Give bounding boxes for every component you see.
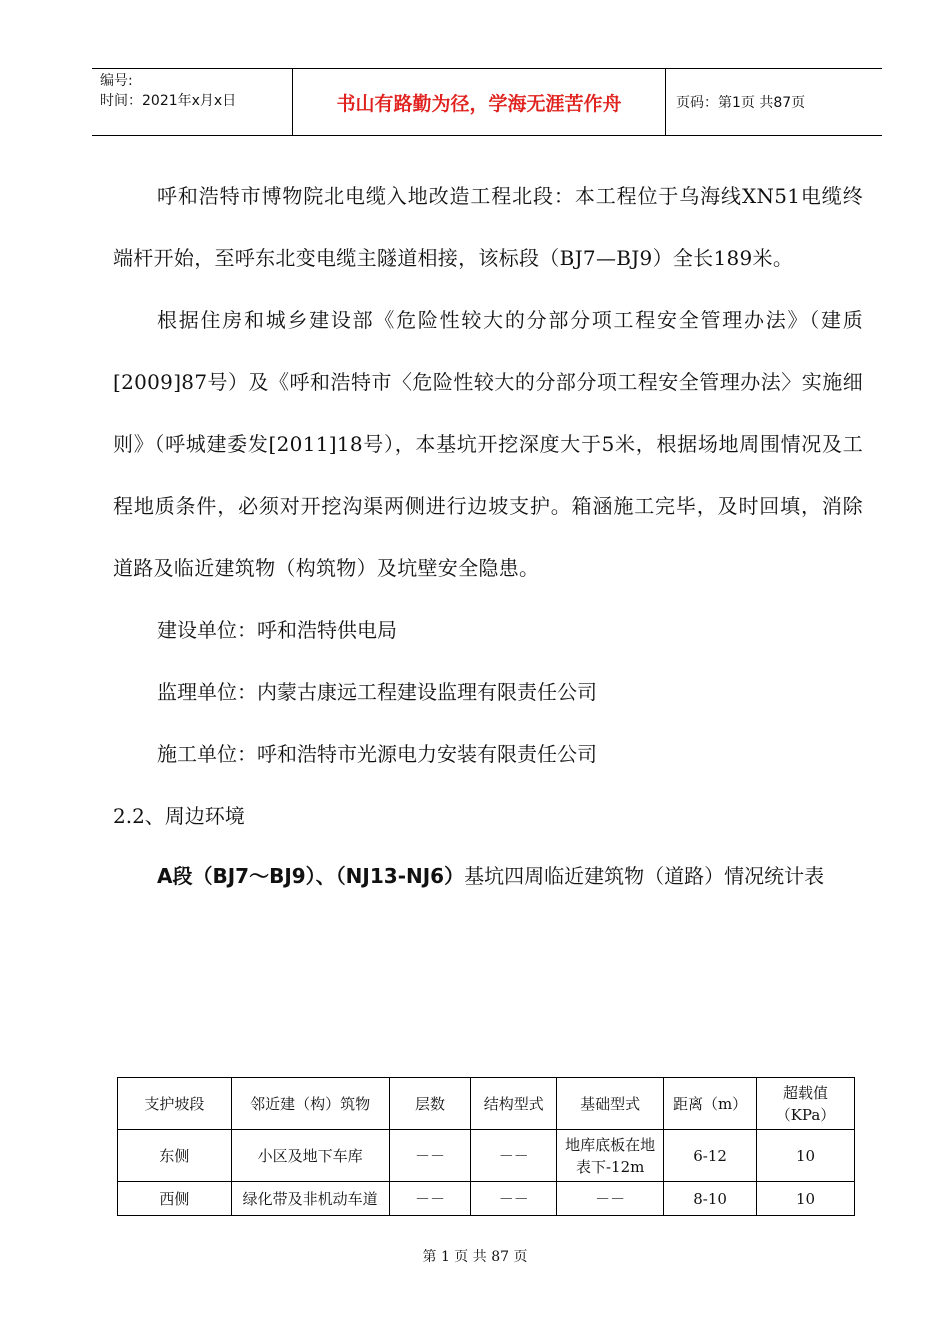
column-header: 邻近建（构）筑物 (231, 1078, 389, 1130)
document-number-label: 编号: (100, 73, 133, 89)
table-cell: 地库底板在地表下-12m (557, 1130, 664, 1182)
column-header: 支护坡段 (118, 1078, 232, 1130)
table-cell: 东侧 (118, 1130, 232, 1182)
table-cell: 8-10 (664, 1182, 757, 1216)
page-footer: 第 1 页 共 87 页 (422, 1249, 528, 1265)
document-time-label: 时间：2021年x月x日 (100, 93, 237, 109)
paragraph-project-overview: 呼和浩特市博物院北电缆入地改造工程北段：本工程位于乌海线XN51电缆终端杆开始，至呼东北变电缆主隧道相接，该标段（BJ7—BJ9）全长189米。 (113, 184, 863, 270)
table-cell: －－ (389, 1182, 471, 1216)
table-cell: －－ (471, 1130, 557, 1182)
contractor-unit: 施工单位：呼和浩特市光源电力安装有限责任公司 (157, 742, 597, 766)
table-cell: －－ (389, 1130, 471, 1182)
surroundings-table (117, 1077, 855, 1216)
column-header: 层数 (389, 1078, 471, 1130)
table-cell: －－ (471, 1182, 557, 1216)
header-meta (92, 69, 293, 135)
header-page-number: 页码：第1页 共87页 (676, 95, 806, 111)
table-cell: 10 (757, 1130, 855, 1182)
column-header: 基础型式 (557, 1078, 664, 1130)
table-title-segment: A段（BJ7～BJ9）、（NJ13-NJ6） (157, 864, 465, 888)
supervisor-unit: 监理单位：内蒙古康远工程建设监理有限责任公司 (157, 680, 597, 704)
section-heading: 2.2、周边环境 (113, 804, 245, 828)
column-header: 超载值（KPa） (757, 1078, 855, 1130)
table-cell: 西侧 (118, 1182, 232, 1216)
column-header: 结构型式 (471, 1078, 557, 1130)
table-row (118, 1182, 855, 1216)
paragraph-regulation-basis: 根据住房和城乡建设部《危险性较大的分部分项工程安全管理办法》（建质[2009]87号）及《呼和浩特市〈危险性较大的分部分项工程安全管理办法〉实施细则》（呼城建委发[2011]18号），本基坑开挖深度大于5米，根据场地周围情况及工程地质条件，必须对开挖沟渠两侧进行边坡支护。箱涵施工完毕，及时回填，消除道路及临近建筑物（构筑物）及坑壁安全隐患。 (113, 308, 863, 580)
table-row (118, 1130, 855, 1182)
column-header: 距离（m） (664, 1078, 757, 1130)
table-title (113, 847, 863, 905)
table-cell: 6-12 (664, 1130, 757, 1182)
header-slogan: 书山有路勤为径，学海无涯苦作舟 (293, 69, 666, 135)
document-body (113, 165, 863, 905)
table-cell: －－ (557, 1182, 664, 1216)
page-header (92, 68, 882, 136)
table-cell: 小区及地下车库 (231, 1130, 389, 1182)
table-cell: 10 (757, 1182, 855, 1216)
table-header-row (118, 1078, 855, 1130)
table-cell: 绿化带及非机动车道 (231, 1182, 389, 1216)
builder-unit: 建设单位：呼和浩特供电局 (157, 618, 397, 642)
table-title-text: 基坑四周临近建筑物（道路）情况统计表 (464, 864, 825, 888)
